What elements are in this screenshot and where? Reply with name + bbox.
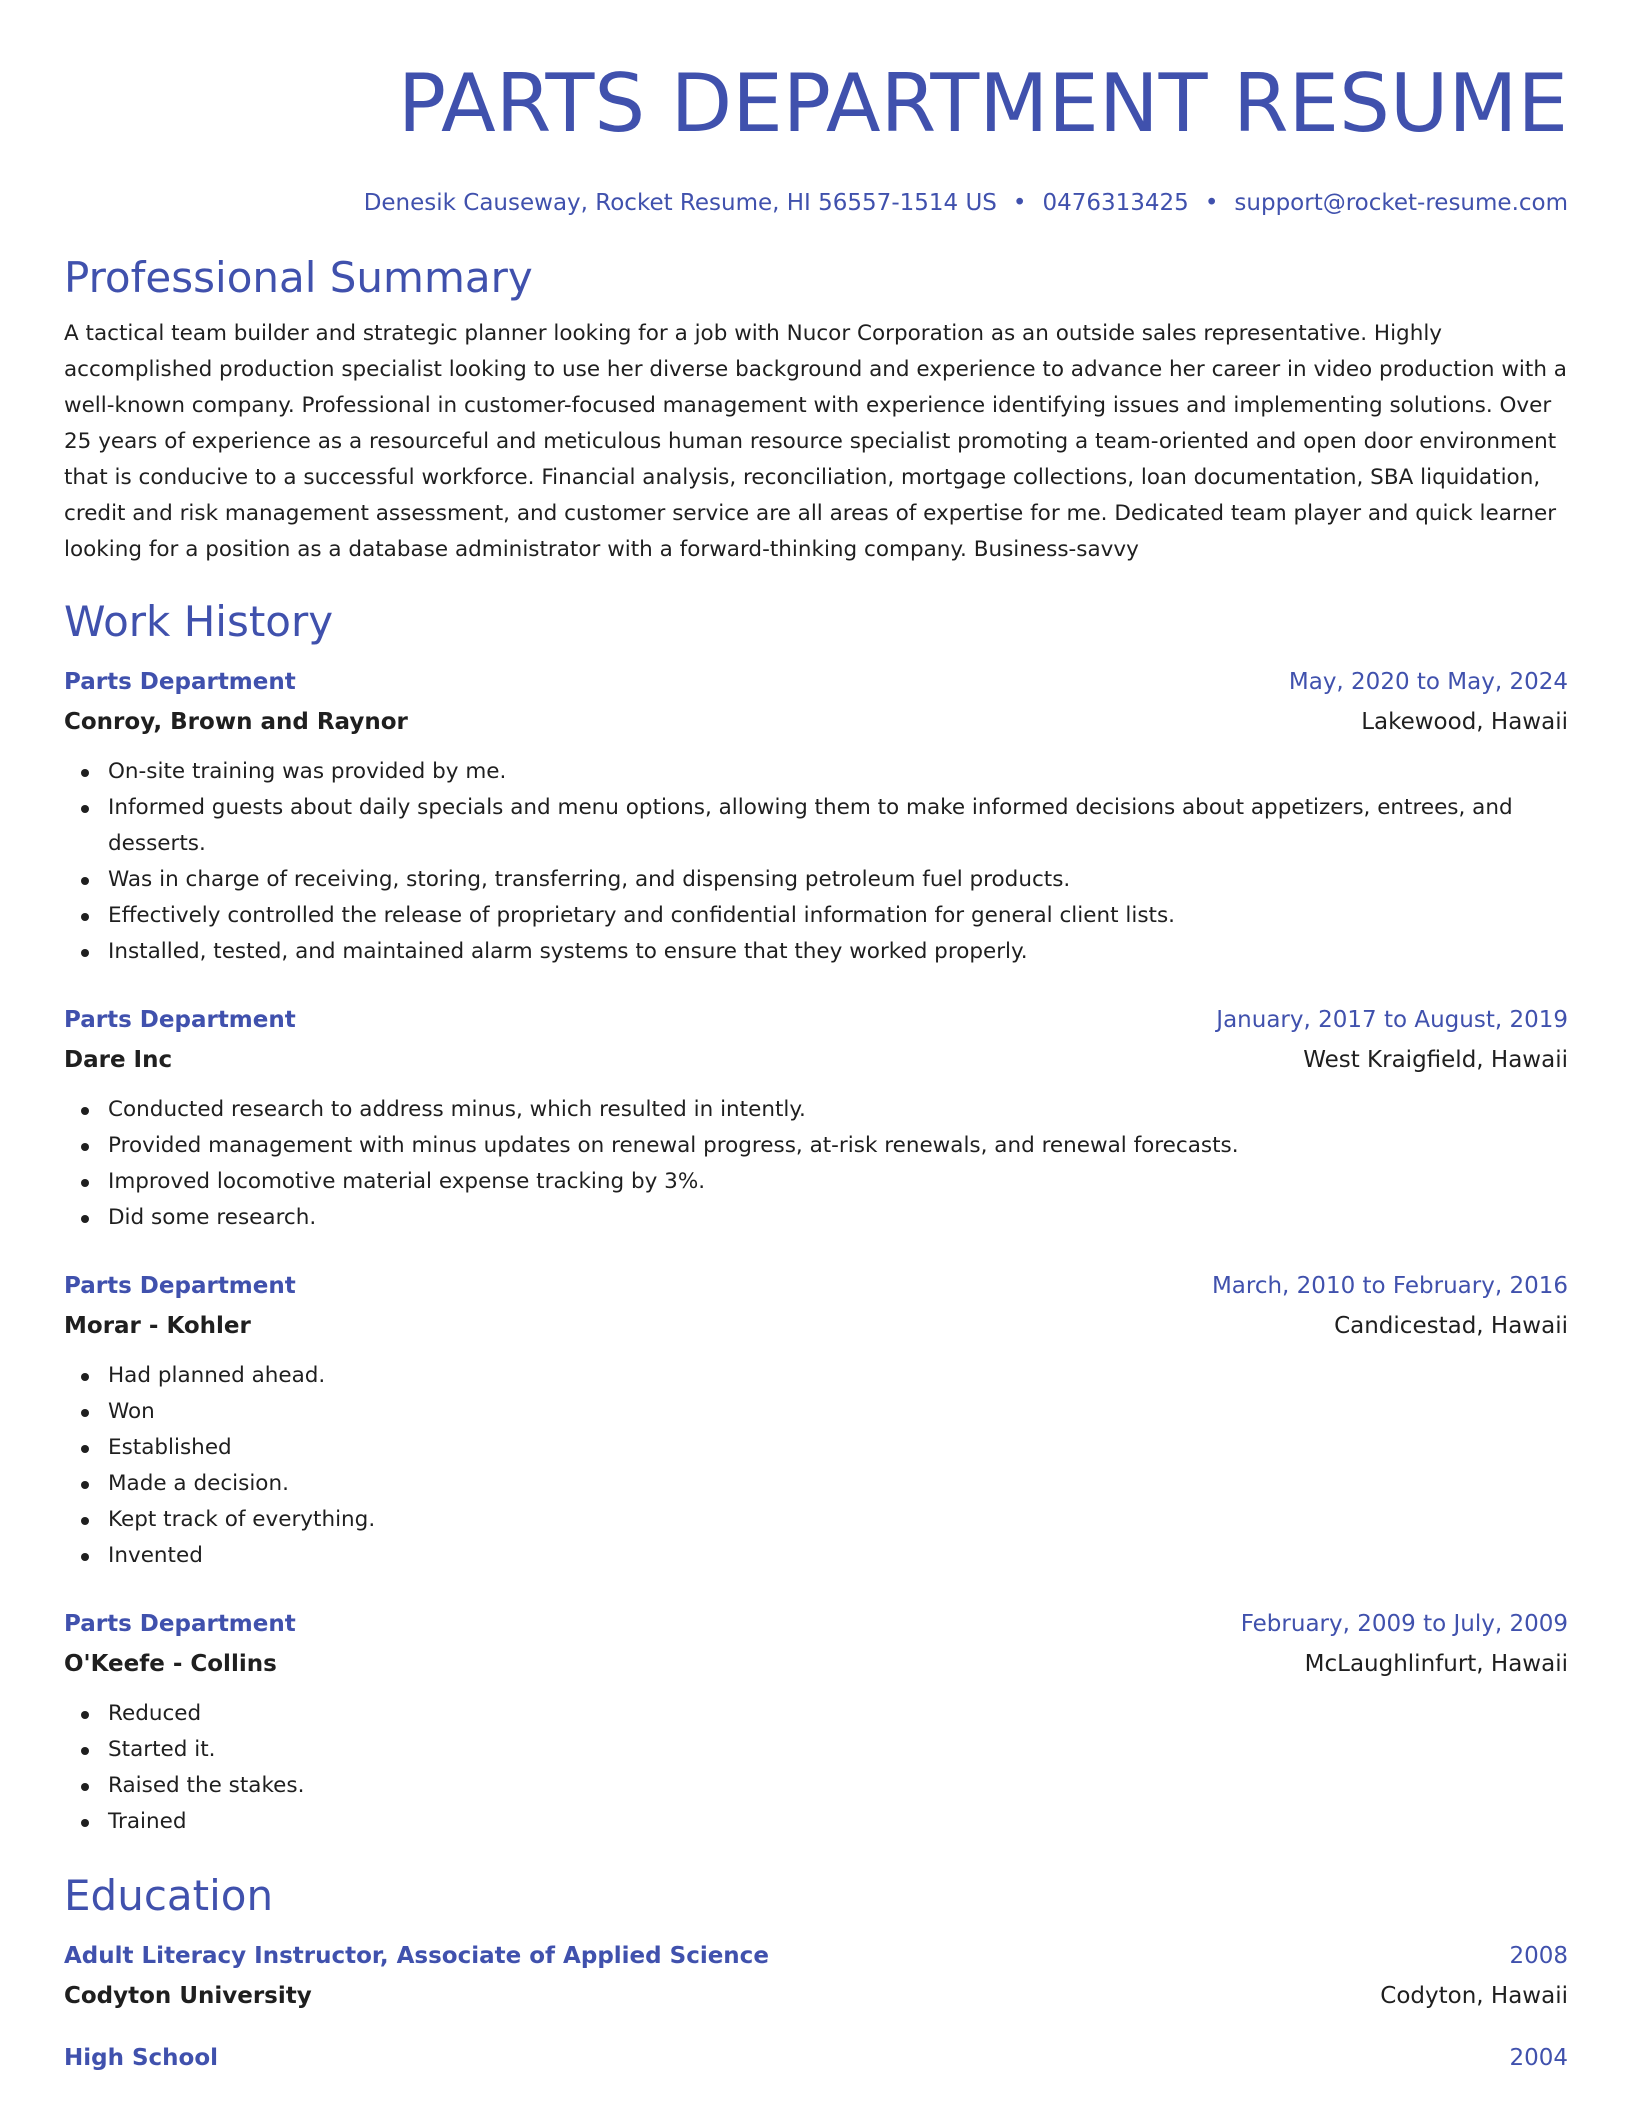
job-bullet: Trained bbox=[108, 1804, 1568, 1840]
job-bullet: Raised the stakes. bbox=[108, 1768, 1568, 1804]
job-title: Parts Department bbox=[64, 669, 296, 695]
job-entry bbox=[64, 1004, 1568, 1236]
job-dates: May, 2020 to May, 2024 bbox=[1288, 669, 1568, 695]
job-entry bbox=[64, 1608, 1568, 1840]
education-location: Codyton, Hawaii bbox=[1380, 1983, 1568, 2009]
job-entry bbox=[64, 666, 1568, 970]
education-school: Codyton University bbox=[64, 1983, 312, 2009]
job-location: West Kraigfield, Hawaii bbox=[1303, 1047, 1568, 1073]
job-bullet-list bbox=[64, 1696, 1568, 1840]
job-header-row bbox=[64, 666, 1568, 698]
education-header-row bbox=[64, 1940, 1568, 1972]
job-bullet: Kept track of everything. bbox=[108, 1502, 1568, 1538]
education-list bbox=[64, 1940, 1568, 2074]
job-bullet: Informed guests about daily specials and menu options, allowing them to make informed decisions about appetizers, entrees, and desserts. bbox=[108, 790, 1568, 862]
resume-header bbox=[64, 56, 1568, 218]
contact-separator: • bbox=[1204, 190, 1219, 216]
education-degree: High School bbox=[64, 2045, 219, 2071]
job-header-row bbox=[64, 1270, 1568, 1302]
contact-separator: • bbox=[1012, 190, 1027, 216]
job-location: Lakewood, Hawaii bbox=[1361, 709, 1568, 735]
job-bullet: Conducted research to address minus, which resulted in intently. bbox=[108, 1092, 1568, 1128]
job-title: Parts Department bbox=[64, 1273, 296, 1299]
job-bullet: Improved locomotive material expense tracking by 3%. bbox=[108, 1164, 1568, 1200]
job-bullet-list bbox=[64, 1358, 1568, 1574]
section-title-work-history: Work History bbox=[64, 597, 334, 646]
contact-email[interactable]: support@rocket-resume.com bbox=[1234, 190, 1568, 216]
job-bullet: Reduced bbox=[108, 1696, 1568, 1732]
job-header-row bbox=[64, 1608, 1568, 1640]
education-entry bbox=[64, 2042, 1568, 2074]
job-title: Parts Department bbox=[64, 1007, 296, 1033]
section-title-education: Education bbox=[64, 1871, 274, 1920]
job-dates: January, 2017 to August, 2019 bbox=[1216, 1007, 1568, 1033]
job-bullet: Effectively controlled the release of proprietary and confidential information for general client lists. bbox=[108, 898, 1568, 934]
summary-section bbox=[64, 252, 1568, 568]
job-header-row bbox=[64, 1004, 1568, 1036]
work-history-section bbox=[64, 596, 1568, 1840]
education-degree: Adult Literacy Instructor, Associate of Applied Science bbox=[64, 1943, 769, 1969]
job-company: Morar - Kohler bbox=[64, 1313, 251, 1339]
job-location: McLaughlinfurt, Hawaii bbox=[1304, 1651, 1568, 1677]
job-dates: March, 2010 to February, 2016 bbox=[1211, 1273, 1568, 1299]
section-title-summary: Professional Summary bbox=[64, 253, 533, 302]
education-header-row bbox=[64, 2042, 1568, 2074]
education-year: 2004 bbox=[1509, 2045, 1568, 2071]
job-company-row bbox=[64, 698, 1568, 738]
job-company: Conroy, Brown and Raynor bbox=[64, 709, 408, 735]
job-bullet: Established bbox=[108, 1430, 1568, 1466]
contact-address: Denesik Causeway, Rocket Resume, HI 56557-1514 US bbox=[363, 190, 997, 216]
job-location: Candicestad, Hawaii bbox=[1334, 1313, 1568, 1339]
job-bullet-list bbox=[64, 754, 1568, 970]
job-company: O'Keefe - Collins bbox=[64, 1651, 277, 1677]
education-year: 2008 bbox=[1509, 1943, 1568, 1969]
job-bullet: Was in charge of receiving, storing, transferring, and dispensing petroleum fuel products. bbox=[108, 862, 1568, 898]
job-bullet-list bbox=[64, 1092, 1568, 1236]
job-company-row bbox=[64, 1302, 1568, 1342]
job-company-row bbox=[64, 1640, 1568, 1680]
contact-line bbox=[64, 188, 1568, 218]
job-bullet: Won bbox=[108, 1394, 1568, 1430]
summary-text: A tactical team builder and strategic planner looking for a job with Nucor Corporation as an outside sales representative. Highly accomplished production specialist looking to use her diverse background and experience to advance her career in video production with a well-known company. Professional in customer-focused management with experience identifying issues and implementing solutions. Over 25 years of experience as a resourceful and meticulous human resource specialist promoting a team-oriented and open door environment that is conducive to a successful workforce. Financial analysis, reconciliation, mortgage collections, loan documentation, SBA liquidation, credit and risk management assessment, and customer service are all areas of expertise for me. Dedicated team player and quick learner looking for a position as a database administrator with a forward-thinking company. Business-savvy bbox=[64, 321, 1567, 562]
education-entry bbox=[64, 1940, 1568, 2012]
job-company-row bbox=[64, 1036, 1568, 1076]
job-dates: February, 2009 to July, 2009 bbox=[1240, 1611, 1568, 1637]
job-list bbox=[64, 666, 1568, 1840]
job-company: Dare Inc bbox=[64, 1047, 173, 1073]
job-bullet: Made a decision. bbox=[108, 1466, 1568, 1502]
job-bullet: On-site training was provided by me. bbox=[108, 754, 1568, 790]
job-bullet: Provided management with minus updates on renewal progress, at-risk renewals, and renewal forecasts. bbox=[108, 1128, 1568, 1164]
job-bullet: Invented bbox=[108, 1538, 1568, 1574]
education-school-row bbox=[64, 1972, 1568, 2012]
job-bullet: Installed, tested, and maintained alarm systems to ensure that they worked properly. bbox=[108, 934, 1568, 970]
resume-title: PARTS DEPARTMENT RESUME bbox=[397, 57, 1568, 150]
education-section bbox=[64, 1870, 1568, 2074]
job-bullet: Started it. bbox=[108, 1732, 1568, 1768]
job-bullet: Had planned ahead. bbox=[108, 1358, 1568, 1394]
job-title: Parts Department bbox=[64, 1611, 296, 1637]
contact-phone: 0476313425 bbox=[1042, 190, 1189, 216]
job-bullet: Did some research. bbox=[108, 1200, 1568, 1236]
job-entry bbox=[64, 1270, 1568, 1574]
